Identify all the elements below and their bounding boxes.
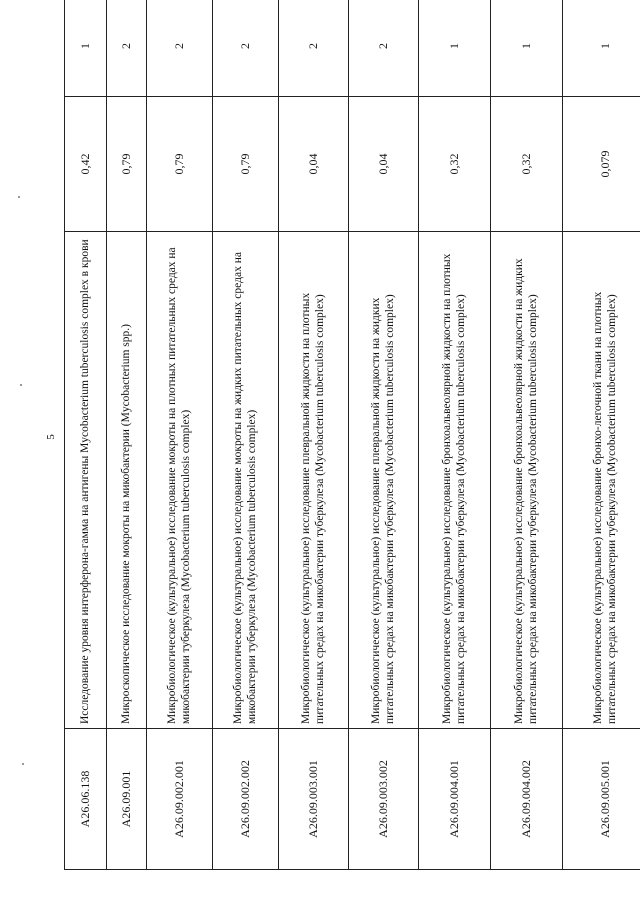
frequency-coefficient: 0,42: [65, 97, 107, 232]
frequency-coefficient: 0,79: [107, 97, 147, 232]
page-number: 5: [45, 434, 57, 440]
service-code: A26.09.003.002: [349, 729, 419, 870]
service-code: A26.06.138: [65, 729, 107, 870]
service-code: A26.09.003.001: [279, 729, 349, 870]
service-code: A26.09.001: [107, 729, 147, 870]
table-row: [65, 0, 107, 870]
multiplicity: 2: [213, 0, 279, 97]
table-row: [279, 0, 349, 870]
service-name: Микробиологическое (культуральное) исследование мокроты на жидких питательных средах на микобактерии туберкулеза (Mycobacterium tuberculosis complex): [213, 232, 279, 729]
scan-speck: [22, 763, 24, 765]
service-name: Микроскопическое исследование мокроты на микобактерии (Mycobacterium spp.): [107, 232, 147, 729]
frequency-coefficient: 0,32: [491, 97, 563, 232]
service-code: A26.09.004.002: [491, 729, 563, 870]
service-name: Микробиологическое (культуральное) исследование бронхоальвеолярной жидкости на плотных питательных средах на микобактерии туберкулеза (Mycobacterium tuberculosis complex): [419, 232, 491, 729]
service-name: Микробиологическое (культуральное) исследование мокроты на плотных питательных средах на микобактерии туберкулеза (Mycobacterium tuberculosis complex): [147, 232, 213, 729]
frequency-coefficient: 0,04: [349, 97, 419, 232]
multiplicity: 2: [147, 0, 213, 97]
service-name: Микробиологическое (культуральное) исследование плевральной жидкости на жидких питательных средах на микобактерии туберкулеза (Mycobacterium tuberculosis complex): [349, 232, 419, 729]
frequency-coefficient: 0,79: [213, 97, 279, 232]
frequency-coefficient: 0,79: [147, 97, 213, 232]
frequency-coefficient: 0,079: [563, 97, 640, 232]
rotated-table-wrapper: [64, 32, 618, 870]
service-code: A26.09.002.002: [213, 729, 279, 870]
frequency-coefficient: 0,04: [279, 97, 349, 232]
frequency-coefficient: 0,32: [419, 97, 491, 232]
multiplicity: 2: [349, 0, 419, 97]
service-code: A26.09.004.001: [419, 729, 491, 870]
scan-speck: [20, 384, 22, 386]
multiplicity: 2: [107, 0, 147, 97]
service-name: Микробиологическое (культуральное) исследование плевральной жидкости на плотных питательных средах на микобактерии туберкулеза (Mycobacterium tuberculosis complex): [279, 232, 349, 729]
services-table: [64, 0, 640, 870]
scan-speck: [18, 196, 20, 198]
table-row: [563, 0, 640, 870]
multiplicity: 1: [563, 0, 640, 97]
multiplicity: 2: [279, 0, 349, 97]
table-row: [349, 0, 419, 870]
service-code: A26.09.002.001: [147, 729, 213, 870]
service-name: Исследование уровня интерферона-гамма на антигены Mycobacterium tuberculosis complex в крови: [65, 232, 107, 729]
table-row: [107, 0, 147, 870]
table-row: [147, 0, 213, 870]
service-code: A26.09.005.001: [563, 729, 640, 870]
table-row: [213, 0, 279, 870]
table-row: [419, 0, 491, 870]
service-name: Микробиологическое (культуральное) исследование бронхоальвеолярной жидкости на жидких питательных средах на микобактерии туберкулеза (Mycobacterium tuberculosis complex): [491, 232, 563, 729]
service-name: Микробиологическое (культуральное) исследование бронхо-легочной ткани на плотных питательных средах на микобактерии туберкулеза (Mycobacterium tuberculosis complex): [563, 232, 640, 729]
multiplicity: 1: [65, 0, 107, 97]
multiplicity: 1: [419, 0, 491, 97]
table-row: [491, 0, 563, 870]
multiplicity: 1: [491, 0, 563, 97]
